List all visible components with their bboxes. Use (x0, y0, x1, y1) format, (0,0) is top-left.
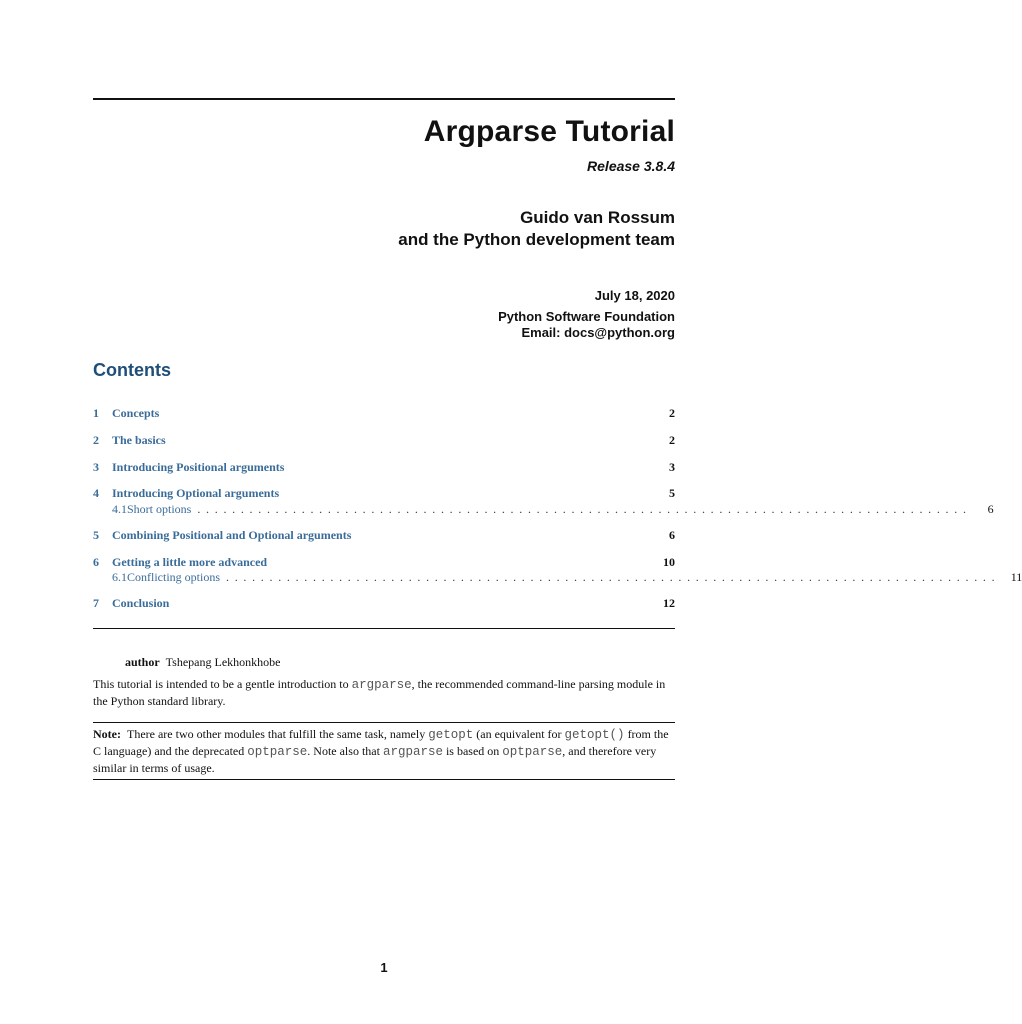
toc-entry-advanced[interactable] (93, 555, 675, 571)
author-field-value: Tshepang Lekhonkhobe (165, 655, 281, 669)
note-text: (an equivalent for (473, 727, 565, 741)
toc-page-number: 5 (669, 486, 675, 500)
toc-link[interactable]: Short options (127, 502, 192, 516)
intro-text-after: , the recommended command-line parsing module in the Python standard library. (93, 677, 666, 708)
toc-entry-short-options[interactable] (93, 502, 994, 518)
toc-number: 6.1 (112, 570, 127, 584)
toc-number: 1 (93, 406, 99, 420)
toc-link[interactable]: Introducing Positional arguments (112, 460, 285, 474)
note-bottom-rule (93, 779, 675, 780)
toc-number: 3 (93, 460, 99, 474)
toc-link[interactable]: Conclusion (112, 596, 170, 610)
toc-link[interactable]: Introducing Optional arguments (112, 486, 280, 500)
toc-link[interactable]: Combining Positional and Optional arguments (112, 528, 352, 542)
document-page (93, 0, 1022, 1024)
toc-leader-dots: ......................................................................................... (197, 502, 972, 516)
code-argparse: argparse (382, 745, 443, 759)
toc-page-number: 11 (1010, 570, 1022, 584)
toc-entry-conflicting[interactable] (93, 570, 1022, 586)
note-text: from the C language) and the deprecated (93, 727, 669, 758)
author-field (125, 655, 280, 670)
page-number: 1 (380, 960, 388, 975)
note-box (93, 726, 675, 776)
code-argparse: argparse (351, 678, 412, 692)
toc-number: 5 (93, 528, 99, 542)
toc-page-number: 12 (663, 596, 675, 610)
toc-entry-concepts[interactable] (93, 406, 675, 422)
toc-link[interactable]: Conflicting options (127, 570, 220, 584)
toc-entry-combining[interactable] (93, 528, 675, 544)
code-getopt-call: getopt() (564, 728, 625, 742)
note-top-rule (93, 722, 675, 723)
toc-number: 4 (93, 486, 99, 500)
document-title: Argparse Tutorial (423, 115, 675, 148)
contents-divider (93, 628, 675, 629)
toc-page-number: 2 (669, 433, 675, 447)
toc-page-number: 6 (987, 502, 994, 516)
note-text: There are two other modules that fulfill the same task, namely (126, 727, 429, 741)
toc-link[interactable]: Getting a little more advanced (112, 555, 268, 569)
author-field-label: author (125, 655, 160, 669)
publication-date: July 18, 2020 (594, 288, 675, 303)
release-label: Release 3.8.4 (587, 158, 675, 174)
contents-heading: Contents (93, 360, 171, 380)
organization: Python Software Foundation (498, 309, 675, 324)
toc-page-number: 3 (669, 460, 675, 474)
toc-number: 7 (93, 596, 99, 610)
toc-number: 6 (93, 555, 99, 569)
toc-entry-optional[interactable] (93, 486, 675, 502)
author-line-2: and the Python development team (398, 230, 675, 249)
toc-entry-conclusion[interactable] (93, 596, 675, 612)
toc-link[interactable]: The basics (112, 433, 166, 447)
toc-number: 4.1 (112, 502, 127, 516)
code-optparse: optparse (247, 745, 308, 759)
toc-page-number: 10 (663, 555, 675, 569)
toc-leader-dots: ......................................................................................... (226, 570, 1001, 584)
intro-paragraph (93, 676, 675, 709)
toc-entry-the-basics[interactable] (93, 433, 675, 449)
code-getopt: getopt (428, 728, 474, 742)
note-text: . Note also that (307, 744, 383, 758)
note-text: , and therefore very similar in terms of usage. (93, 744, 657, 775)
note-label: Note: (93, 727, 121, 741)
author-line-1: Guido van Rossum (520, 208, 675, 227)
toc-page-number: 6 (669, 528, 675, 542)
toc-number: 2 (93, 433, 99, 447)
code-optparse: optparse (502, 745, 563, 759)
top-rule (93, 98, 675, 100)
toc-page-number: 2 (669, 406, 675, 420)
contact-email: Email: docs@python.org (521, 325, 675, 340)
toc-entry-positional[interactable] (93, 460, 675, 476)
toc-link[interactable]: Concepts (112, 406, 160, 420)
intro-text-before: This tutorial is intended to be a gentle introduction to (93, 677, 352, 691)
note-text: is based on (442, 744, 503, 758)
